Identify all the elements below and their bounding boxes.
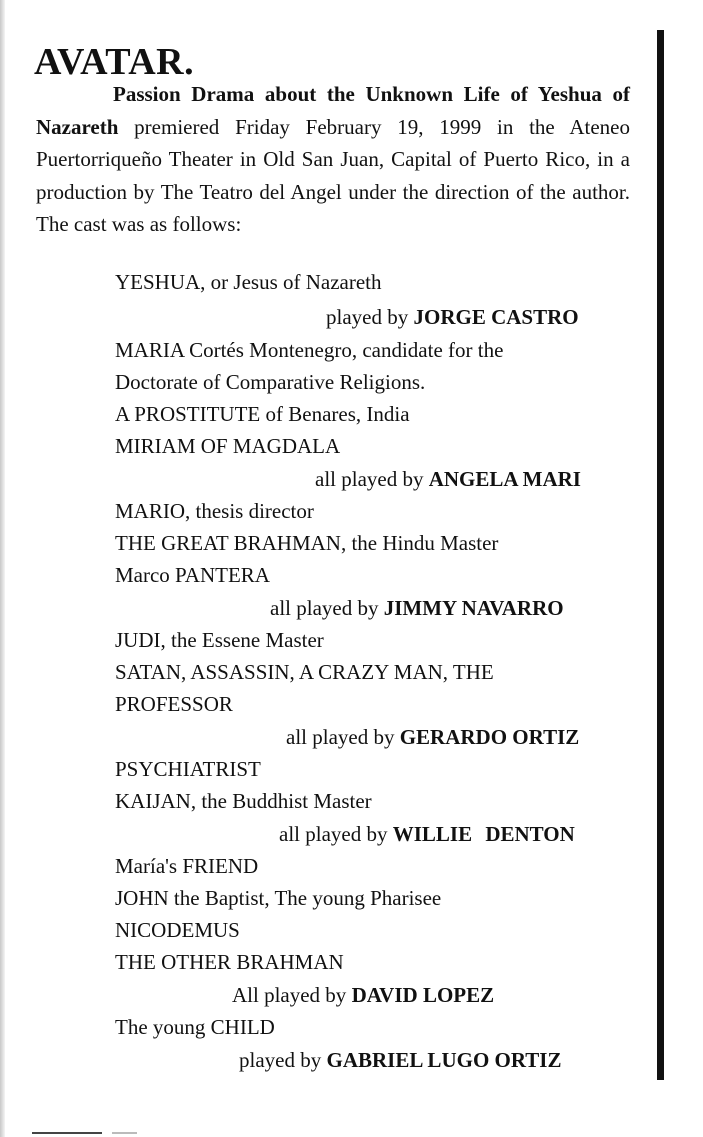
role-nicodemus: NICODEMUS [115, 918, 240, 942]
role-great-brahman: THE GREAT BRAHMAN, the Hindu Master [115, 531, 499, 555]
role-marias-friend: María's FRIEND [115, 854, 259, 878]
footer-rule [32, 1132, 102, 1134]
role-miriam: MIRIAM OF MAGDALA [115, 434, 341, 458]
role-mario: MARIO, thesis director [115, 499, 314, 523]
role-other-brahman: THE OTHER BRAHMAN [115, 950, 344, 974]
actor-name: GABRIEL LUGO ORTIZ [326, 1048, 562, 1072]
actor-name: WILLIE DENTON [392, 822, 575, 846]
actor-name: JIMMY NAVARRO [383, 596, 564, 620]
scan-left-edge [0, 0, 5, 1137]
actor-name: DAVID LOPEZ [351, 983, 495, 1007]
credit-prefix: all played by [270, 596, 384, 620]
credit-jimmy-navarro [270, 596, 564, 621]
intro-paragraph [36, 78, 630, 241]
intro-bold-lead: Passion Drama about the Unknown Life of Yeshua of Nazareth [36, 82, 630, 139]
credit-gabriel-lugo-ortiz [239, 1048, 561, 1073]
footer-rule-faint [112, 1132, 137, 1134]
credit-gerardo-ortiz [286, 725, 579, 750]
role-kaijan: KAIJAN, the Buddhist Master [115, 789, 372, 813]
credit-prefix: played by [239, 1048, 327, 1072]
role-pantera: Marco PANTERA [115, 563, 270, 587]
page-title: AVATAR. [34, 41, 195, 83]
credit-prefix: all played by [286, 725, 400, 749]
actor-name: GERARDO ORTIZ [399, 725, 580, 749]
intro-text: premiered Friday February 19, 1999 in the Ateneo Puertorriqueño Theater in Old San Juan, Capital of Puerto Rico, in a production by The Teatro del Angel under the direction of the author. The cast was as follows: [36, 114, 630, 236]
actor-name: JORGE CASTRO [413, 305, 579, 329]
role-judi: JUDI, the Essene Master [115, 628, 324, 652]
role-prostitute: A PROSTITUTE of Benares, India [115, 402, 410, 426]
role-satan: SATAN, ASSASSIN, A CRAZY MAN, THE [115, 660, 494, 684]
credit-willie-denton [279, 822, 575, 847]
role-young-child: The young CHILD [115, 1015, 275, 1039]
binding-bar [657, 30, 664, 1080]
role-satan-cont: PROFESSOR [115, 692, 233, 716]
credit-prefix: All played by [232, 983, 352, 1007]
credit-prefix: all played by [279, 822, 393, 846]
credit-jorge-castro [326, 305, 579, 330]
role-yeshua: YESHUA, or Jesus of Nazareth [115, 270, 382, 294]
credit-david-lopez [232, 983, 494, 1008]
credit-prefix: all played by [315, 467, 429, 491]
actor-name: ANGELA MARI [428, 467, 581, 491]
role-psychiatrist: PSYCHIATRIST [115, 757, 261, 781]
credit-angela-mari [315, 467, 581, 492]
role-maria-cont: Doctorate of Comparative Religions. [115, 370, 426, 394]
credit-prefix: played by [326, 305, 414, 329]
role-john-baptist: JOHN the Baptist, The young Pharisee [115, 886, 442, 910]
role-maria: MARIA Cortés Montenegro, candidate for the [115, 338, 504, 362]
